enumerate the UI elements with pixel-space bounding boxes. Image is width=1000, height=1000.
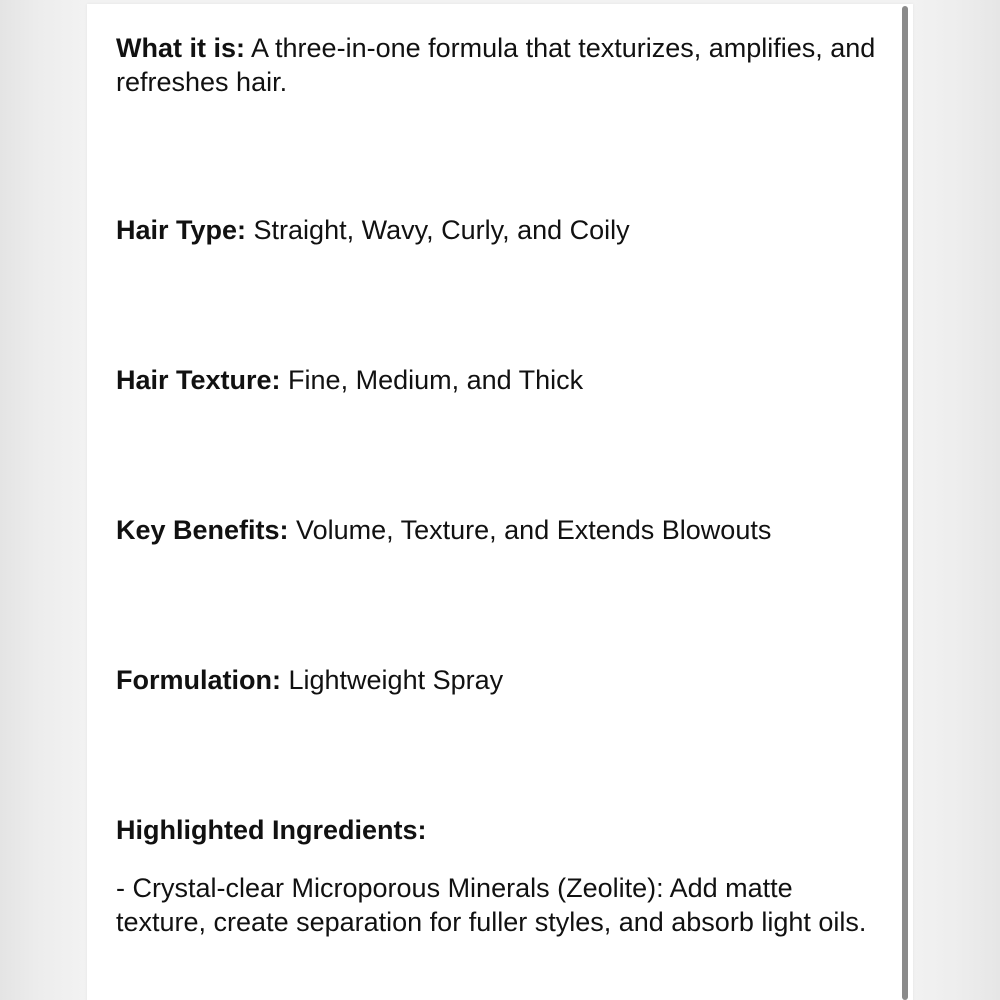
formulation-label: Formulation:	[116, 665, 281, 695]
hair-type-label: Hair Type:	[116, 215, 247, 245]
hair-type-row	[116, 213, 886, 247]
hair-texture-row	[116, 363, 886, 397]
hair-texture-value: Fine, Medium, and Thick	[280, 365, 584, 395]
highlighted-ingredients-heading	[116, 813, 886, 847]
scrollbar[interactable]	[902, 6, 908, 1000]
what-it-is-value: A three-in-one formula that texturizes, amplifies, and refreshes hair.	[116, 33, 876, 97]
what-it-is-label: What it is:	[116, 33, 245, 63]
key-benefits-value: Volume, Texture, and Extends Blowouts	[288, 515, 772, 545]
key-benefits-label: Key Benefits:	[116, 515, 289, 545]
highlighted-ingredients-label: Highlighted Ingredients:	[116, 815, 427, 845]
hair-texture-label: Hair Texture:	[116, 365, 281, 395]
product-details-content	[116, 31, 886, 939]
ingredient-item: - Crystal-clear Microporous Minerals (Zeolite): Add matte texture, create separation for fuller styles, and absorb light oils.	[116, 873, 867, 937]
key-benefits-row	[116, 513, 886, 547]
formulation-value: Lightweight Spray	[280, 665, 504, 695]
hair-type-value: Straight, Wavy, Curly, and Coily	[246, 215, 630, 245]
what-it-is-row	[116, 31, 886, 99]
formulation-row	[116, 663, 886, 697]
